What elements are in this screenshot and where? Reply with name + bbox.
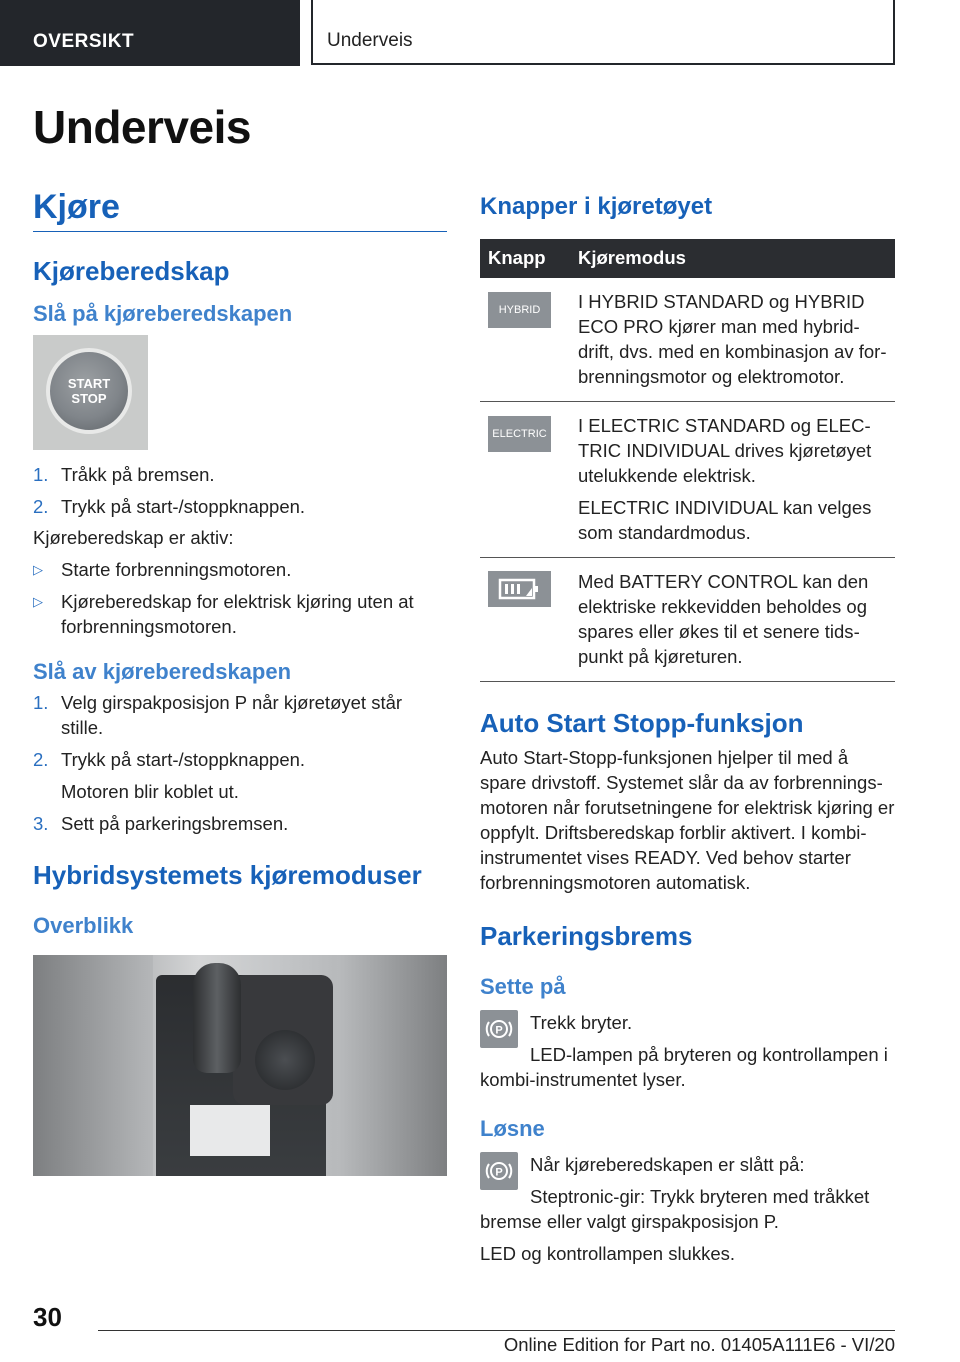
center-console-image [33,955,447,1176]
table-row: ELECTRIC I ELECTRIC STANDARD og ELECTRIC INDIVIDUAL drives kjøretøyet utelukkende elektrisk. ELECTRIC INDIVIDUAL kan velges som standardmodus. [480,402,895,558]
off-step-note: Motoren blir koblet ut. [61,781,239,802]
heading-hybridsystemets: Hybridsystemets kjøremoduser [33,860,422,890]
table-header: Kjøremodus [570,239,895,278]
list-item: ▷ Starte forbrenningsmotoren. [33,559,292,580]
page-title: Underveis [33,101,251,153]
electric-button-icon: ELECTRIC [488,416,551,452]
start-stop-button-image [33,335,148,450]
heading-auto-start: Auto Start Stopp-funksjon [480,708,804,738]
set-section: P Trekk bryter. LED-lampen på bryteren og kontrollampen i kombi-instrumentet lyser. [480,1012,888,1090]
heading-kjoreberedskap: Kjøreberedskap [33,256,230,286]
modes-table [480,239,895,682]
heading-kjore: Kjøre [33,188,447,232]
heading-sla-av: Slå av kjøreberedskapen [33,659,292,684]
heading-sla-pa: Slå på kjøreberedskapen [33,301,293,326]
table-row: Med BATTERY CONTROL kan den elektriske rekkevidden beholdes og spares eller økes til et senere tidspunkt på kjøreturen. [480,558,895,682]
heading-parkeringsbrems: Parkeringsbrems [480,921,693,951]
hybrid-button-icon: HYBRID [488,292,551,328]
page-number: 30 [33,1302,62,1332]
parking-brake-icon [480,1010,518,1048]
list-item: 1. Velg girspakposisjon P når kjøretøyet står stille. [33,692,403,738]
heading-knapper: Knapper i kjøretøyet [480,193,713,220]
tab-overview[interactable]: OVERSIKT [0,0,300,66]
battery-control-icon [488,571,551,607]
controller-knob-icon [255,1030,315,1090]
table-row: HYBRID I HYBRID STANDARD og HYBRID ECO PRO kjører man med hybriddrift, dvs. med en kombinasjon av forbrenningsmotor og elektromotor. [480,278,895,402]
heading-overblikk: Overblikk [33,913,134,938]
triangle-bullet-icon: ▷ [33,594,43,609]
list-item: 2. Trykk på start-/stoppknappen. [33,496,306,517]
gear-lever-icon [193,963,241,1073]
list-item: ▷ Kjøreberedskap for elektrisk kjøring uten at forbrenningsmotoren. [33,591,414,637]
tab-section[interactable]: Underveis [311,0,895,65]
svg-text:P: P [495,1166,503,1179]
footer-divider [98,1330,895,1331]
list-item: 1. Tråkk på bremsen. [33,464,215,485]
start-stop-icon: START STOP [46,348,132,434]
right-column [480,188,895,1266]
page-header [0,0,960,66]
heading-losne: Løsne [480,1116,545,1141]
list-item: 3. Sett på parkeringsbremsen. [33,813,289,834]
release-section: P Når kjøreberedskapen er slått på: Steptronic-gir: Trykk bryteren med tråkket bremse eller valgt girspakposisjon P. LED og kontrollampen slukkes. [480,1154,870,1264]
list-item: 2. Trykk på start-/stoppknappen. [33,749,306,770]
svg-text:P: P [495,1024,503,1037]
active-intro: Kjøreberedskap er aktiv: [33,527,234,548]
autostart-text: Auto Start-Stopp-funksjonen hjelper til med å spare drivstoff. Systemet slår da av forbrenningsmotoren når forutsetningene for elektrisk kjøring er oppfylt. Driftsberedskap forblir aktivert. I kombi-instrumentet vises READY. Ved behov starter forbrenningsmotoren automatisk. [480,747,895,893]
footer-edition: Online Edition for Part no. 01405A111E6 - VI/20 [503,1334,895,1355]
triangle-bullet-icon: ▷ [33,562,43,577]
parking-brake-icon [480,1152,518,1190]
left-column [33,188,447,1176]
heading-sette-pa: Sette på [480,974,566,999]
table-header: Knapp [480,239,570,278]
